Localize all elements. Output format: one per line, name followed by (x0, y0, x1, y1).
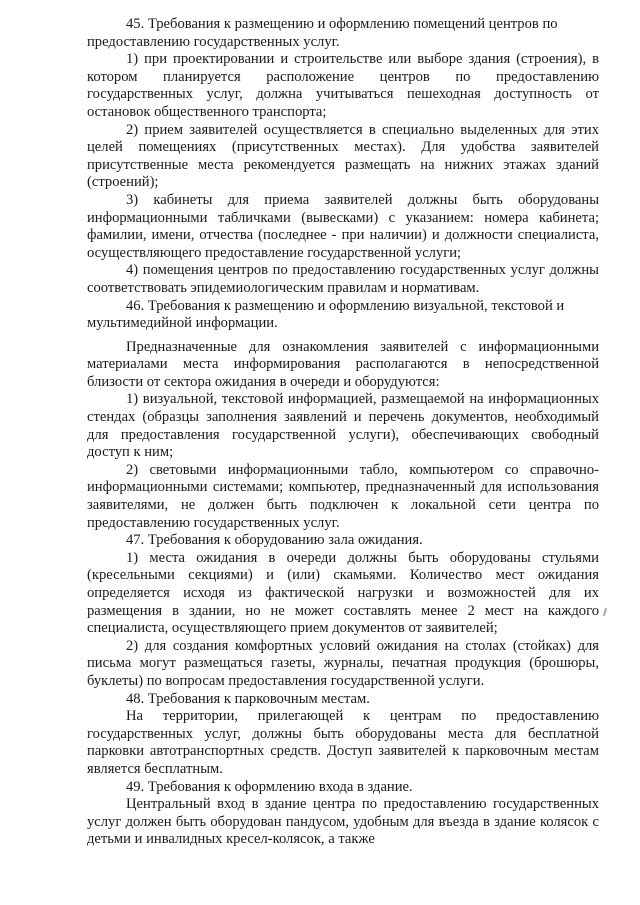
section-45-item-4: 4) помещения центров по предоставлению государственных услуг должны соответствовать эпидемиологическим правилам и нормативам. (87, 262, 599, 296)
section-47-item-1: 1) места ожидания в очереди должны быть оборудованы стульями (кресельными секциями) и (или) скамьями. Количество мест ожидания определяется исходя из фактической нагрузки и возможностей для их размещения в здании, но не может составлять менее 2 мест на каждого специалиста, осуществляющего прием документов от заявителей; (87, 549, 599, 637)
section-46-intro: Предназначенные для ознакомления заявителей с информационными материалами места информирования располагаются в непосредственной близости от сектора ожидания в очереди и оборудуются: (87, 338, 599, 390)
section-45-item-3: 3) кабинеты для приема заявителей должны быть оборудованы информационными табличками (вывесками) с указанием: номера кабинета; фамилии, имени, отчества (последнее - при наличии) и должности специалиста, осуществляющего предоставление государственной услуги; (87, 191, 599, 261)
section-46-item-2: 2) световыми информационными табло, компьютером со справочно-информационными системами; компьютер, предназначенный для использования заявителями, не должен быть подключен к локальной сети центра по предоставлению государственных услуг. (87, 461, 599, 531)
section-46-item-1: 1) визуальной, текстовой информацией, размещаемой на информационных стендах (образцы заполнения заявлений и перечень документов, необходимый для предоставления государственной услуги), обеспечивающих свободный доступ к ним; (87, 391, 599, 461)
section-47-heading: 47. Требования к оборудованию зала ожидания. (126, 532, 423, 549)
section-48-heading: 48. Требования к парковочным местам. (126, 690, 370, 707)
section-46-heading: 46. Требования к размещению и оформлению визуальной, текстовой и мультимедийной информации. (87, 297, 565, 332)
section-49-heading: 49. Требования к оформлению входа в здание. (126, 778, 413, 795)
section-47-item-2: 2) для создания комфортных условий ожидания на столах (стойках) для письма могут размещаться газеты, журналы, печатная продукция (брошюры, буклеты) по вопросам предоставления государственной услуги. (87, 637, 599, 689)
section-45-item-2: 2) прием заявителей осуществляется в специально выделенных для этих целей помещениях (присутственных местах). Для удобства заявителей присутственные места рекомендуется размещать на нижних этажах зданий (строений); (87, 121, 599, 191)
document-body (87, 16, 599, 849)
section-45-heading: 45. Требования к размещению и оформлению помещений центров по предоставлению государственных услуг. (87, 16, 558, 50)
scan-artifact-mark (603, 608, 607, 616)
section-48-body: На территории, прилегающей к центрам по предоставлению государственных услуг, должны быть оборудованы места для бесплатной парковки автотранспортных средств. Доступ заявителей к парковочным местам является бесплатным. (87, 708, 599, 777)
section-45-item-1: 1) при проектировании и строительстве или выборе здания (строения), в котором планируется расположение центров по предоставлению государственных услуг, должна учитываться пешеходная доступность от остановок общественного транспорта; (87, 51, 599, 120)
section-49-body: Центральный вход в здание центра по предоставлению государственных услуг должен быть оборудован пандусом, удобным для въезда в здание колясок с детьми и инвалидных кресел-колясок, а также (87, 796, 599, 848)
